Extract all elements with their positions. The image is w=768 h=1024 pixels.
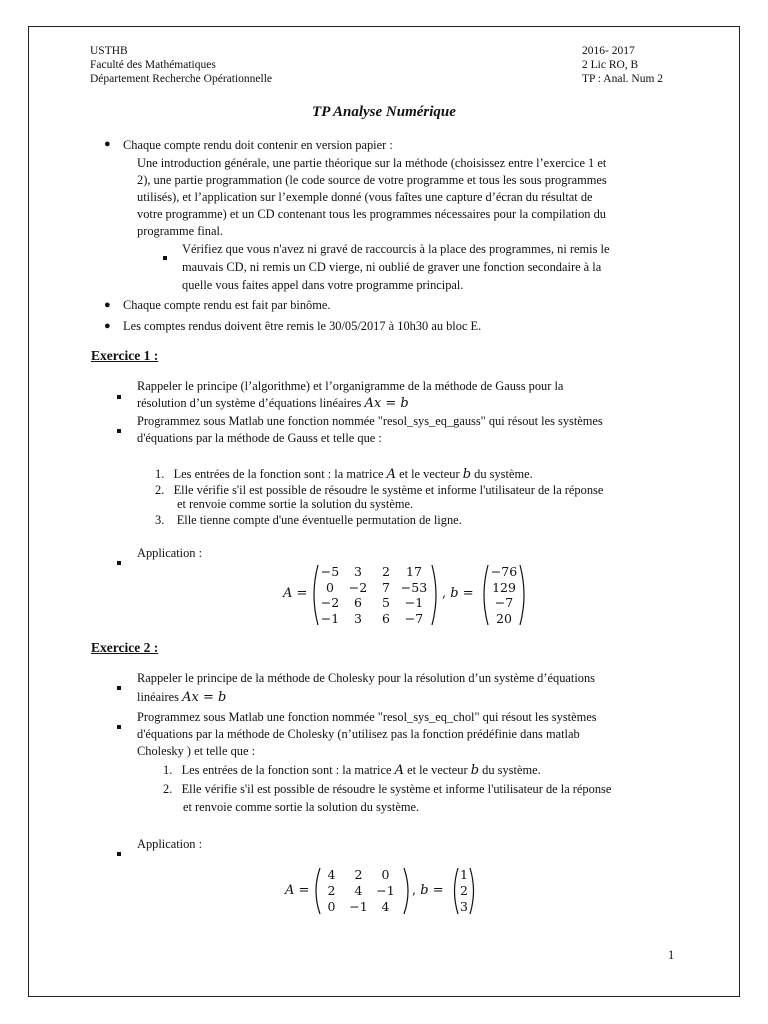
matrix-cell: 2 bbox=[382, 564, 390, 579]
intro-line-3: utilisés), et l’application sur l’exemple donné (vous faîtes une capture d’écran du résultat de bbox=[137, 190, 593, 204]
matrix-cell: 17 bbox=[406, 564, 422, 579]
page-title: TP Analyse Numérique bbox=[312, 104, 456, 120]
ex2-p2-line2: d'équations par la méthode de Cholesky (n’utilisez pas la fonction prédéfinie dans matlab bbox=[137, 727, 580, 741]
vector-b-label: , b = bbox=[442, 586, 474, 601]
header-university: USTHB bbox=[90, 45, 128, 57]
intro-line-5: programme final. bbox=[137, 224, 224, 238]
matrix-cell: −2 bbox=[320, 595, 340, 610]
ex2-application: Application : bbox=[137, 837, 203, 851]
ex2-p2-line3: Cholesky ) et telle que : bbox=[137, 744, 256, 758]
matrix-cell: 0 bbox=[327, 899, 336, 914]
square-bullet bbox=[117, 552, 121, 570]
square-bullet bbox=[117, 420, 121, 438]
matrix-A-label: A = bbox=[285, 883, 310, 898]
matrix-cell: 6 bbox=[382, 610, 390, 626]
bullet-dot: ● bbox=[104, 299, 111, 311]
matrix-cell: −5 bbox=[320, 564, 340, 579]
matrix-cell: 0 bbox=[326, 579, 334, 595]
matrix-cell: 2 bbox=[327, 883, 336, 898]
matrix-cell: 4 bbox=[354, 883, 363, 898]
ex1-item-2-cont: et renvoie comme sortie la solution du système. bbox=[177, 497, 414, 511]
square-bullet bbox=[117, 677, 121, 695]
bullet-dot: ● bbox=[104, 138, 111, 150]
ex2-item-2-cont: et renvoie comme sortie la solution du système. bbox=[183, 800, 420, 814]
matrix-cell: 3 bbox=[354, 610, 362, 626]
intro-bullet-2: Chaque compte rendu est fait par binôme. bbox=[123, 298, 331, 312]
ex2-p1-line2: linéaires Ax = b bbox=[137, 690, 227, 705]
matrix-cell: −1 bbox=[404, 595, 424, 610]
ex1-p2-line1: Programmez sous Matlab une fonction nommée "resol_sys_eq_gauss" qui résout les systèmes bbox=[137, 414, 603, 428]
ex2-item-1: 1. Les entrées de la fonction sont : la matrice A et le vecteur b du système. bbox=[163, 763, 541, 778]
exercise-2-title: Exercice 2 : bbox=[91, 640, 159, 655]
matrix-cell: −1 bbox=[349, 899, 368, 914]
intro-bullet-3: Les comptes rendus doivent être remis le 30/05/2017 à 10h30 au bloc E. bbox=[123, 319, 482, 333]
intro-bullet-1: Chaque compte rendu doit contenir en version papier : bbox=[123, 138, 393, 152]
ex1-p1-line1: Rappeler le principe (l’algorithme) et l’organigramme de la méthode de Gauss pour la bbox=[137, 379, 564, 393]
page-number: 1 bbox=[668, 948, 675, 962]
equation-ax-b: Ax = b bbox=[364, 396, 409, 411]
ex1-p2-line2: d'équations par la méthode de Gauss et telle que : bbox=[137, 431, 382, 445]
vector-cell: 2 bbox=[460, 883, 468, 898]
header-year: 2016- 2017 bbox=[582, 45, 635, 57]
square-bullet bbox=[117, 386, 121, 404]
ex2-p2-line1: Programmez sous Matlab une fonction nommée "resol_sys_eq_chol" qui résout les systèmes bbox=[137, 710, 597, 724]
ex2-item-2: 2. Elle vérifie s'il est possible de résoudre le système et informe l'utilisateur de la réponse bbox=[163, 782, 612, 796]
intro-sub-line-1: Vérifiez que vous n'avez ni gravé de raccourcis à la place des programmes, ni remis le bbox=[182, 242, 610, 256]
header-faculty: Faculté des Mathématiques bbox=[90, 59, 216, 71]
ex1-item-1: 1. Les entrées de la fonction sont : la matrice A et le vecteur b du système. bbox=[155, 467, 533, 482]
matrix-cell: −1 bbox=[376, 883, 395, 898]
intro-sub-line-2: mauvais CD, ni remis un CD vierge, ni oublié de graver une fonction secondaire à la bbox=[182, 260, 602, 274]
ex1-item-2: 2. Elle vérifie s'il est possible de résoudre le système et informe l'utilisateur de la réponse bbox=[155, 483, 604, 497]
matrix-cell: −1 bbox=[320, 610, 340, 626]
square-bullet bbox=[163, 247, 167, 265]
ex1-item-3: 3. Elle tienne compte d'une éventuelle permutation de ligne. bbox=[155, 513, 462, 527]
matrix-cell: 4 bbox=[327, 867, 336, 882]
intro-sub-line-3: quelle vous faites appel dans votre programme principal. bbox=[182, 278, 464, 292]
vector-cell: 1 bbox=[460, 867, 468, 882]
intro-line-1: Une introduction générale, une partie théorique sur la méthode (choisissez entre l’exercice 1 et bbox=[137, 156, 607, 170]
matrix-A-label: A = bbox=[283, 586, 308, 601]
matrix-cell: 4 bbox=[381, 899, 390, 914]
square-bullet bbox=[117, 716, 121, 734]
exercise-1-title: Exercice 1 : bbox=[91, 348, 159, 363]
equation-ax-b: Ax = b bbox=[182, 690, 227, 705]
vector-cell: 3 bbox=[460, 899, 468, 914]
ex2-p1-line1: Rappeler le principe de la méthode de Cholesky pour la résolution d’un système d’équations bbox=[137, 671, 595, 685]
matrix-cell: 2 bbox=[354, 867, 363, 882]
matrix-cell: −53 bbox=[400, 579, 428, 595]
matrix-cell: 0 bbox=[381, 867, 390, 882]
matrix-cell: 6 bbox=[354, 595, 362, 610]
matrix-cell: −2 bbox=[348, 579, 368, 595]
vector-cell: −76 bbox=[490, 564, 518, 579]
vector-cell: 129 bbox=[492, 579, 516, 595]
ex1-application: Application : bbox=[137, 546, 203, 560]
matrix-cell: −7 bbox=[404, 610, 424, 626]
intro-line-2: 2), une partie programmation (le code source de votre programme et tous les sous programmes bbox=[137, 173, 607, 187]
ex1-p1-line2: résolution d’un système d’équations linéaires Ax = b bbox=[137, 396, 409, 411]
intro-line-4: votre programme) et un CD contenant tous les programmes nécessaires pour la compilation du bbox=[137, 207, 606, 221]
matrix-cell: 5 bbox=[382, 595, 390, 610]
header-course: TP : Anal. Num 2 bbox=[582, 73, 664, 85]
matrix-cell: 7 bbox=[382, 579, 390, 595]
vector-cell: 20 bbox=[496, 610, 512, 626]
vector-cell: −7 bbox=[494, 595, 514, 610]
bullet-dot: ● bbox=[104, 320, 111, 332]
square-bullet bbox=[117, 843, 121, 861]
header-class: 2 Lic RO, B bbox=[582, 59, 639, 71]
vector-b-label: , b = bbox=[412, 883, 444, 898]
header-department: Département Recherche Opérationnelle bbox=[90, 73, 272, 85]
matrix-cell: 3 bbox=[354, 564, 362, 579]
